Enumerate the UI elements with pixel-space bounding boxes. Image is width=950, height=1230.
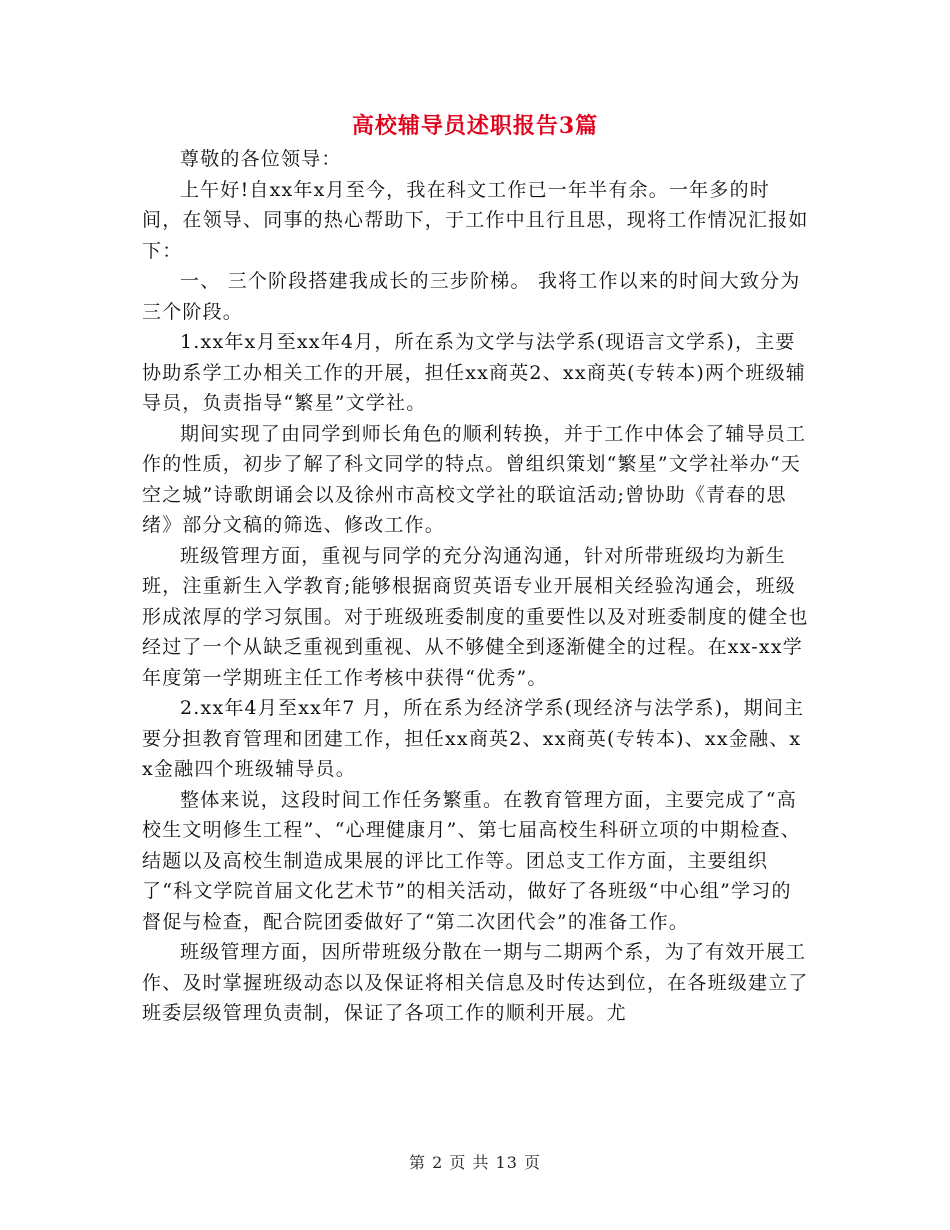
- paragraph: 一、 三个阶段搭建我成长的三步阶梯。 我将工作以来的时间大致分为三个阶段。: [142, 270, 801, 323]
- paragraph: 2.xx年4月至xx年7 月，所在系为经济学系(现经济与法学系)，期间主要分担教育管理和团建工作，担任xx商英2、xx商英(专转本)、xx金融、xx金融四个班级辅导员。: [142, 697, 805, 780]
- document-body: [142, 144, 810, 1029]
- paragraph: 期间实现了由同学到师长角色的顺利转换，并于工作中体会了辅导员工作的性质，初步了解了科文同学的特点。曾组织策划“繁星”文学社举办“天空之城”诗歌朗诵会以及徐州市高校文学社的联谊活动;曾协助《青春的思绪》部分文稿的筛选、修改工作。: [142, 422, 807, 536]
- document-title: 高校辅导员述职报告3篇: [351, 113, 599, 139]
- paragraph: 班级管理方面，重视与同学的充分沟通沟通，针对所带班级均为新生班，注重新生入学教育;能够根据商贸英语专业开展相关经验沟通会，班级形成浓厚的学习氛围。对于班级班委制度的重要性以及对班委制度的健全也经过了一个从缺乏重视到重视、从不够健全到逐渐健全的过程。在xx-xx学年度第一学期班主任工作考核中获得“优秀”。: [142, 544, 809, 689]
- paragraph: 整体来说，这段时间工作任务繁重。在教育管理方面，主要完成了“高校生文明修生工程”、“心理健康月”、第七届高校生科研立项的中期检查、结题以及高校生制造成果展的评比工作等。团总支工作方面，主要组织了“科文学院首届文化艺术节”的相关活动，做好了各班级“中心组”学习的督促与检查，配合院团委做好了“第二次团代会”的准备工作。: [142, 788, 801, 933]
- paragraph: 班级管理方面，因所带班级分散在一期与二期两个系，为了有效开展工作、及时掌握班级动态以及保证将相关信息及时传达到位，在各班级建立了班委层级管理负责制，保证了各项工作的顺利开展。尤: [142, 941, 809, 1024]
- paragraph-salutation: 尊敬的各位领导：: [180, 148, 342, 170]
- page-footer: 第 2 页 共 13 页: [409, 1153, 541, 1172]
- paragraph: 1.xx年x月至xx年4月，所在系为文学与法学系(现语言文学系)，主要协助系学工办相关工作的开展，担任xx商英2、xx商英(专转本)两个班级辅导员，负责指导“繁星”文学社。: [142, 331, 806, 414]
- paragraph: 上午好!自xx年x月至今，我在科文工作已一年半有余。一年多的时间，在领导、同事的热心帮助下，于工作中且行且思，现将工作情况汇报如下：: [142, 178, 809, 262]
